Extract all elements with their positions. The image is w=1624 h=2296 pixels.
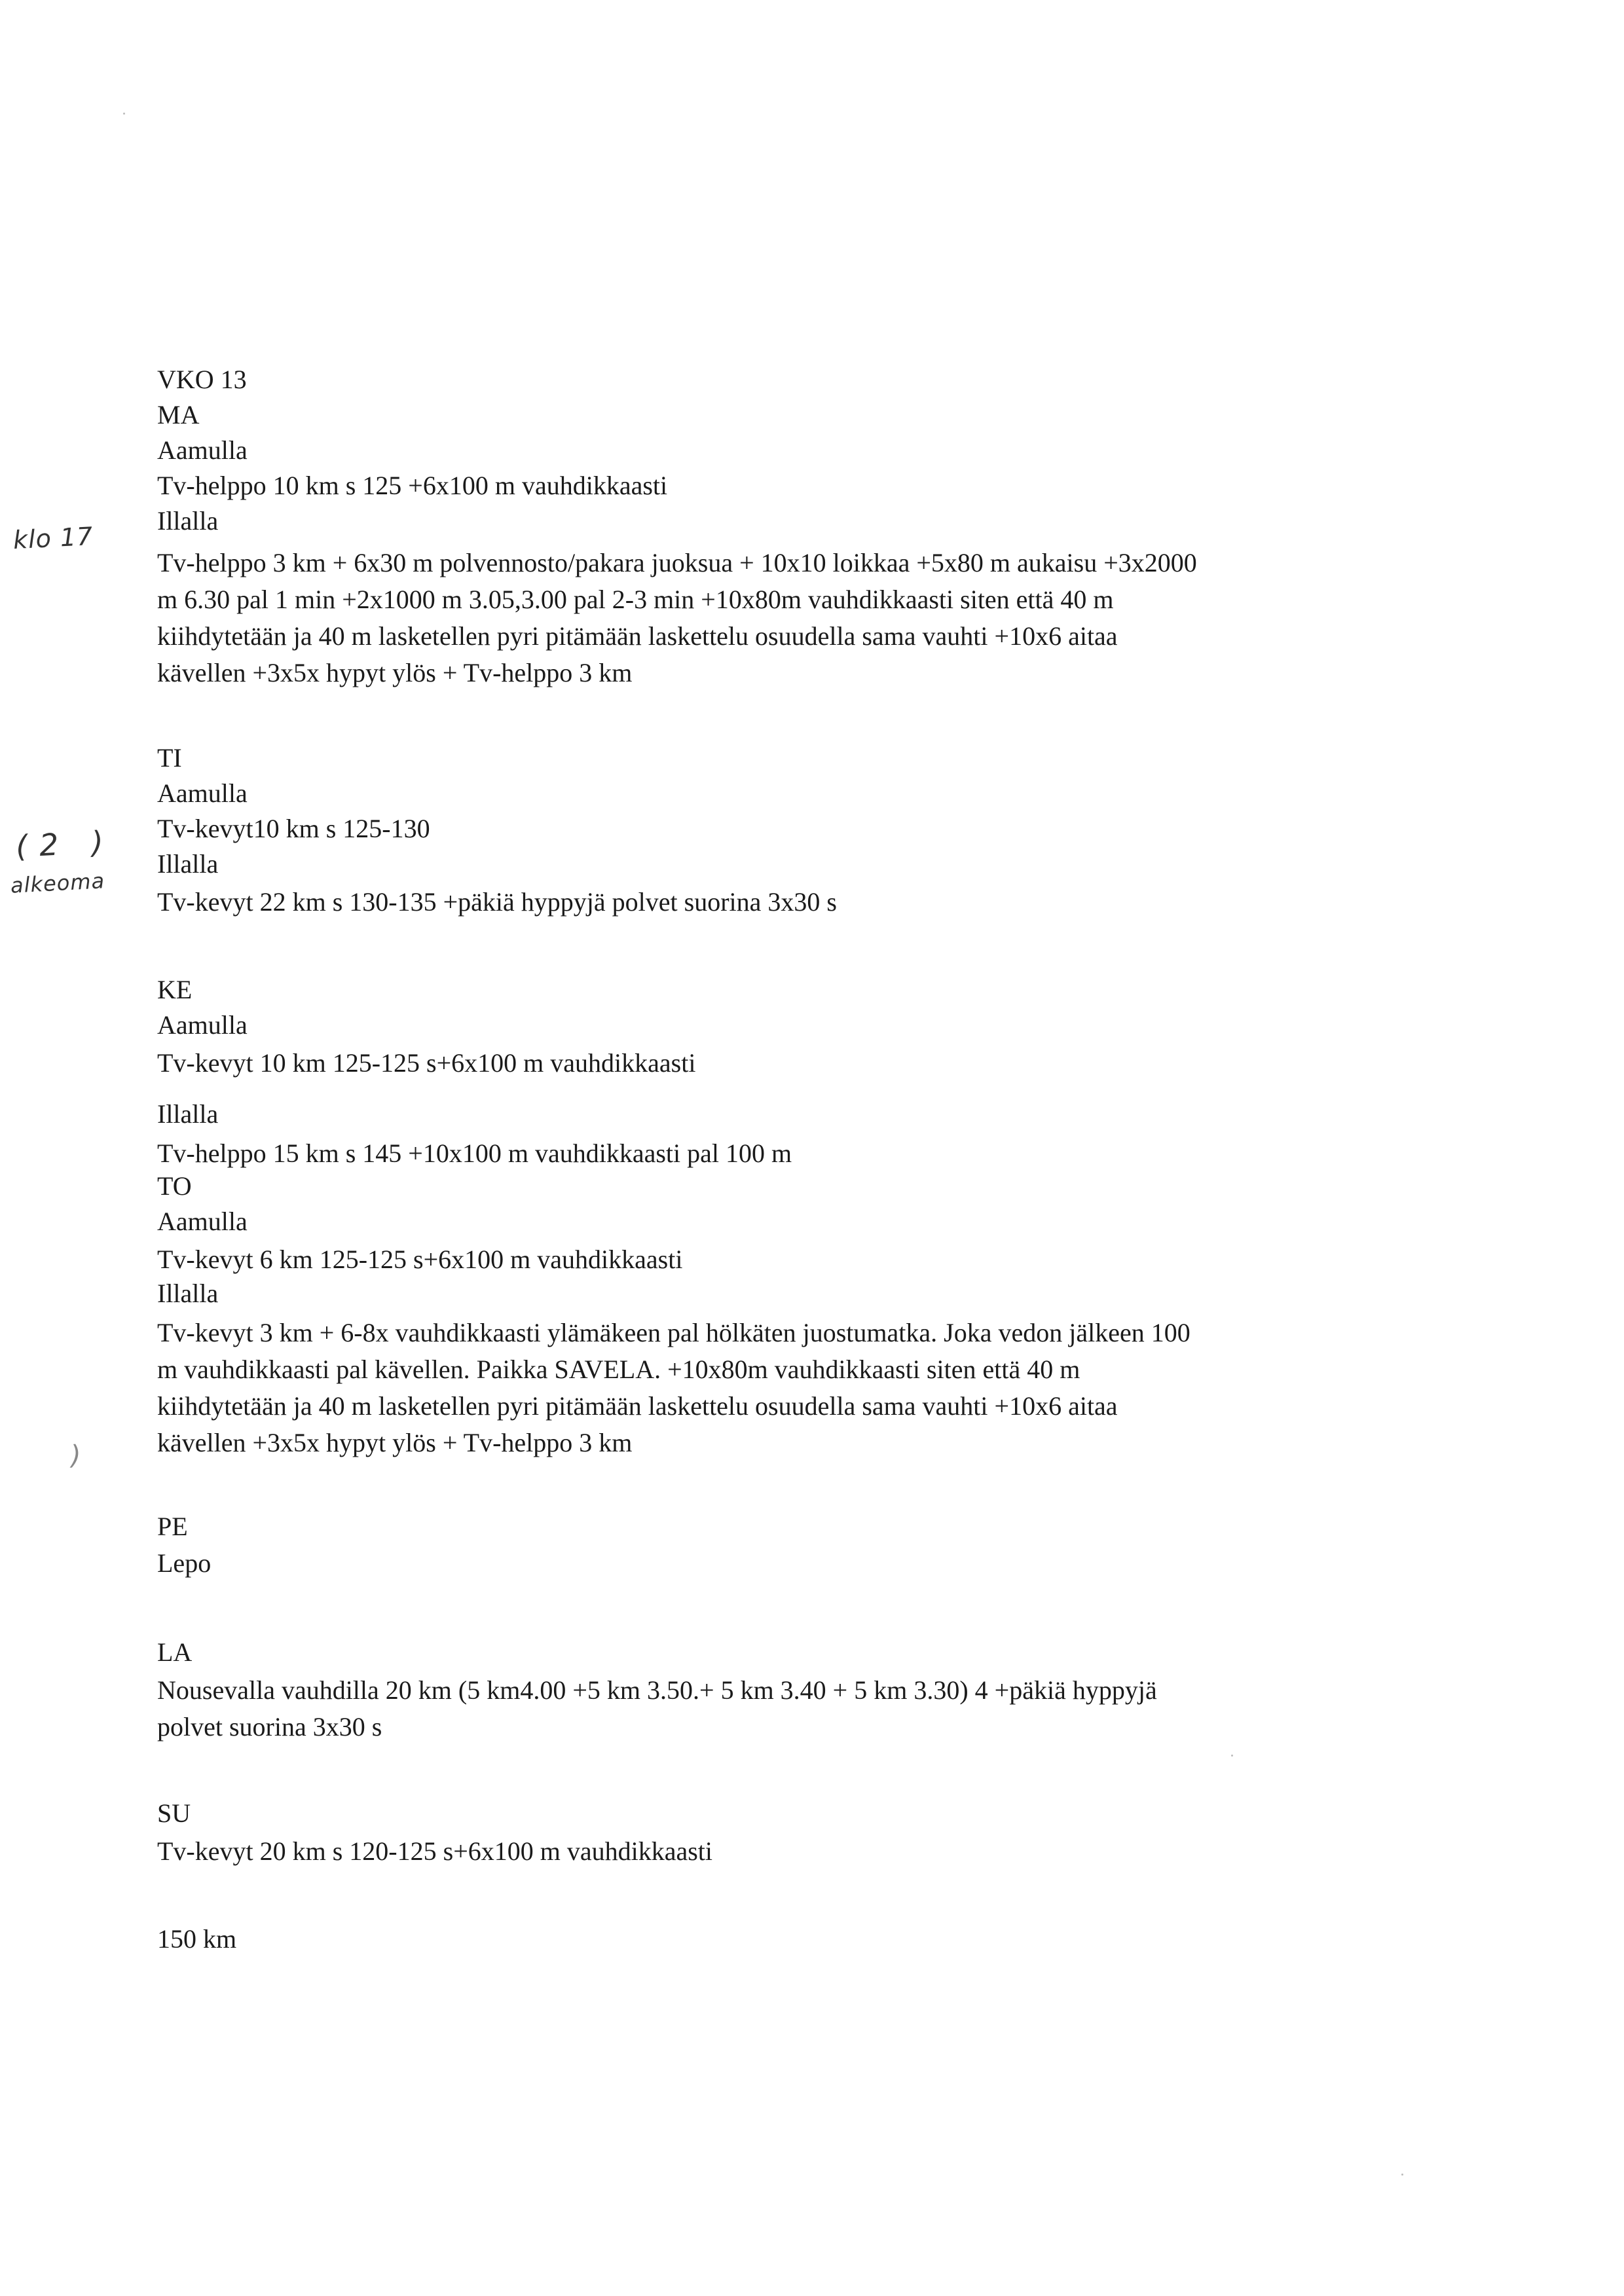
handwritten-note-number: (2 ) [14,824,117,864]
day-label-ke: KE [157,975,193,1004]
ti-evening-text: Tv-kevyt 22 km s 130-135 +päkiä hyppyjä polvet suorina 3x30 s [157,887,837,917]
week-title: VKO 13 [157,365,247,394]
handwritten-mark: ) [69,1440,83,1471]
handwritten-note-klo: klo 17 [12,521,94,555]
ma-evening-line: Tv-helppo 3 km + 6x30 m polvennosto/pakara juoksua + 10x10 loikkaa +5x80 m aukaisu +3x2000 [157,548,1197,577]
scan-speck [1401,2174,1403,2176]
day-label-to: TO [157,1171,192,1201]
ke-evening-label: Illalla [157,1099,219,1129]
to-morning-text: Tv-kevyt 6 km 125-125 s+6x100 m vauhdikkaasti [157,1245,683,1274]
handwritten-note-word: alkeoma [10,868,105,898]
day-label-ma: MA [157,400,200,429]
ma-evening-line: m 6.30 pal 1 min +2x1000 m 3.05,3.00 pal 2-3 min +10x80m vauhdikkaasti siten että 40 m [157,585,1114,614]
ti-morning-text: Tv-kevyt10 km s 125-130 [157,814,430,843]
ma-evening-line: kävellen +3x5x hypyt ylös + Tv-helppo 3 km [157,658,633,687]
su-text: Tv-kevyt 20 km s 120-125 s+6x100 m vauhdikkaasti [157,1836,713,1866]
to-evening-line: Tv-kevyt 3 km + 6-8x vauhdikkaasti ylämäkeen pal hölkäten juostumatka. Joka vedon jälkeen 100 [157,1318,1190,1347]
to-evening-label: Illalla [157,1279,219,1308]
day-label-pe: PE [157,1512,188,1541]
scan-speck [1231,1755,1233,1757]
pe-text: Lepo [157,1548,212,1578]
ma-morning-text: Tv-helppo 10 km s 125 +6x100 m vauhdikkaasti [157,471,668,500]
ke-morning-text: Tv-kevyt 10 km 125-125 s+6x100 m vauhdikkaasti [157,1048,696,1078]
la-text-line: Nousevalla vauhdilla 20 km (5 km4.00 +5 km 3.50.+ 5 km 3.40 + 5 km 3.30) 4 +päkiä hyppyjä [157,1675,1157,1705]
ma-evening-label: Illalla [157,506,219,536]
to-morning-label: Aamulla [157,1207,248,1236]
to-evening-line: m vauhdikkaasti pal kävellen. Paikka SAVELA. +10x80m vauhdikkaasti siten että 40 m [157,1355,1080,1384]
to-evening-line: kävellen +3x5x hypyt ylös + Tv-helppo 3 km [157,1428,633,1457]
ke-morning-label: Aamulla [157,1010,248,1040]
day-label-su: SU [157,1798,191,1828]
day-label-la: LA [157,1637,193,1667]
week-total: 150 km [157,1924,237,1954]
la-text-line: polvet suorina 3x30 s [157,1712,382,1741]
scan-speck [123,113,125,115]
day-label-ti: TI [157,743,182,773]
ti-morning-label: Aamulla [157,778,248,808]
to-evening-line: kiihdytetään ja 40 m lasketellen pyri pitämään laskettelu osuudella sama vauhti +10x6 aitaa [157,1391,1118,1421]
ke-evening-text: Tv-helppo 15 km s 145 +10x100 m vauhdikkaasti pal 100 m [157,1139,792,1168]
ma-morning-label: Aamulla [157,435,248,465]
ti-evening-label: Illalla [157,849,219,879]
ma-evening-line: kiihdytetään ja 40 m lasketellen pyri pitämään laskettelu osuudella sama vauhti +10x6 aitaa [157,621,1118,651]
